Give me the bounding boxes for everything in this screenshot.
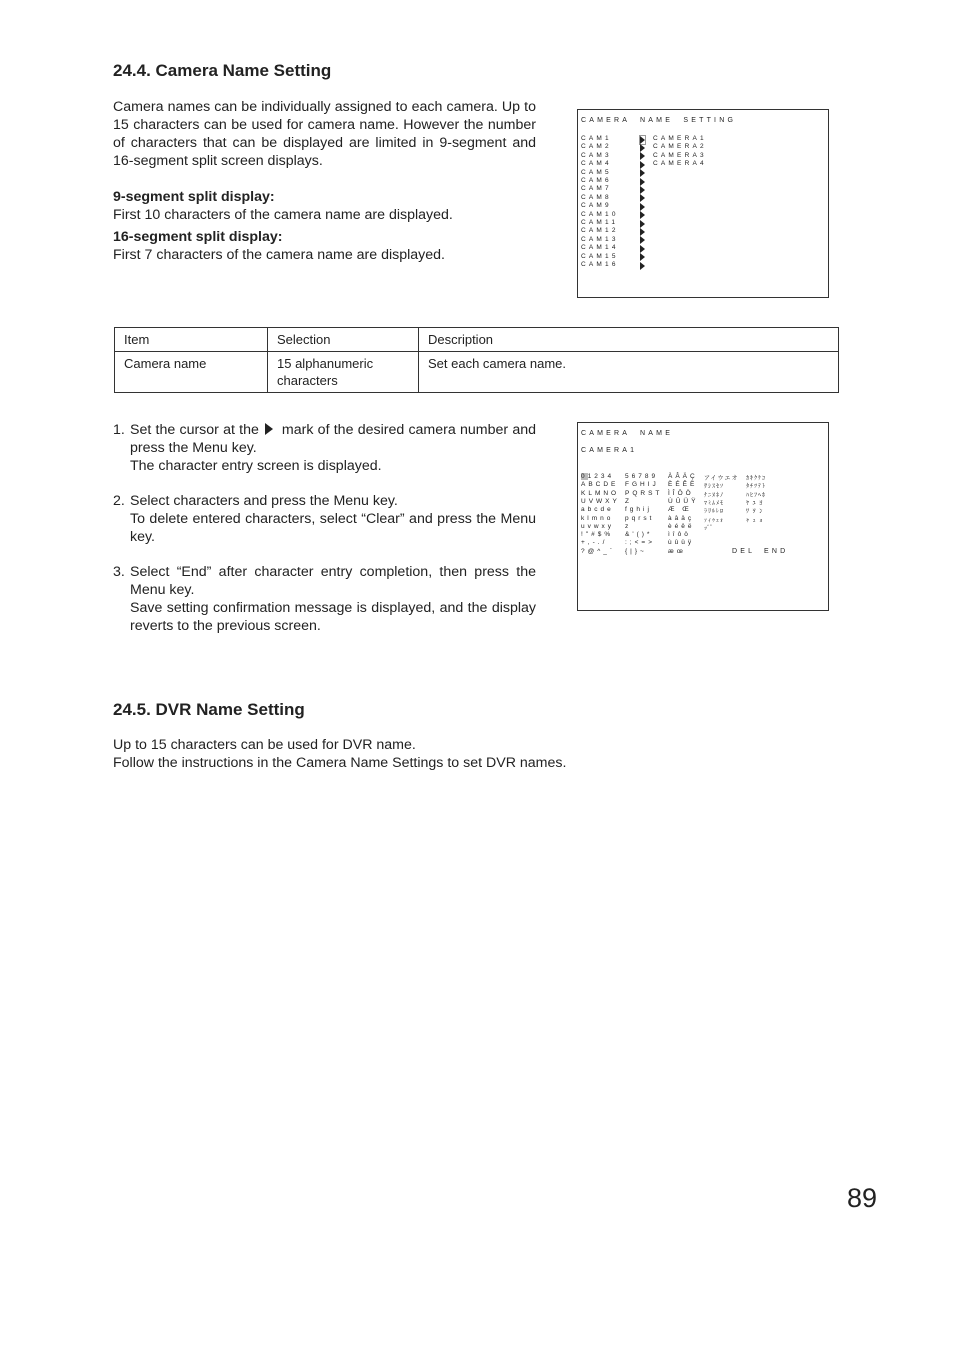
seg9-block (113, 188, 453, 224)
screen1-cam-label: CAM4 (581, 160, 612, 168)
screen1-cam-label: CAM14 (581, 244, 619, 252)
screen1-cam-label: CAM6 (581, 177, 612, 184)
char-cell[interactable]: アイウエオ (704, 476, 739, 482)
screen1-arrow-icon[interactable] (640, 220, 645, 228)
char-cell[interactable]: ÙÛÜŸ (668, 497, 699, 505)
table-cell-item: Camera name (115, 352, 268, 393)
screen1-camera-name: CAMERA2 (653, 143, 707, 151)
step-3 (113, 563, 536, 635)
char-cell[interactable]: z (625, 522, 632, 530)
screen1-camera-name: CAMERA3 (653, 151, 707, 159)
end-key[interactable]: END (764, 548, 789, 555)
char-cell[interactable]: ?@^_` (581, 547, 616, 555)
screen1-arrow-icon[interactable] (640, 169, 645, 177)
char-cell[interactable]: ｬ ｭ ｮ (746, 517, 764, 524)
screen1-cam-label: CAM13 (581, 235, 619, 243)
table-header-item: Item (115, 328, 268, 352)
screen1-cam-label: CAM1 (581, 135, 612, 142)
step3-text-a: Select “End” after character entry completion, then press the Menu key. (130, 564, 536, 598)
step1-text-a: Set the cursor at the (130, 422, 259, 438)
step1-text-c: The character entry screen is displayed. (130, 458, 382, 474)
char-cell[interactable]: KLMNO (581, 489, 620, 497)
step-number: 2. (113, 493, 125, 509)
screen1-arrow-icon[interactable] (640, 228, 645, 236)
char-cell[interactable]: ｯﾞﾟ (704, 525, 715, 532)
cursor-arrow-icon (265, 423, 273, 435)
char-cell[interactable]: ｧｨｩｪｫ (704, 517, 725, 524)
char-cell[interactable]: UVWXY (581, 497, 620, 505)
char-cell[interactable]: ùûüÿ (668, 539, 695, 547)
screen1-cam-label: CAM10 (581, 210, 619, 218)
table-row (115, 352, 839, 393)
seg16-title: 16-segment split display: (113, 229, 283, 245)
table-cell-description: Set each camera name. (419, 352, 839, 393)
char-cell[interactable]: ﾗﾘﾙﾚﾛ (704, 509, 725, 516)
char-cell[interactable]: ﾔ ﾕ ﾖ (746, 500, 764, 507)
char-cell[interactable]: ABCDE (581, 481, 619, 489)
screen1-arrow-icon[interactable] (640, 186, 645, 194)
char-cell[interactable]: ﾊﾋﾌﾍﾎ (746, 492, 767, 499)
char-cell[interactable]: pqrst (625, 514, 655, 522)
screen1-arrow-icon[interactable] (640, 194, 645, 202)
screen1-cam-label: CAM12 (581, 227, 619, 235)
table-header-description: Description (419, 328, 839, 352)
dvr-line-2: Follow the instructions in the Camera Name Settings to set DVR names. (113, 755, 567, 771)
seg9-title: 9-segment split display: (113, 189, 275, 205)
screen1-cam-label: CAM5 (581, 168, 612, 176)
char-cell[interactable]: ｻｼｽｾｿ (704, 484, 725, 491)
spec-table (114, 327, 839, 393)
char-cell[interactable]: ｶｷｸｹｺ (746, 476, 767, 482)
screen1-arrow-icon[interactable] (640, 262, 645, 270)
steps-list (113, 421, 536, 652)
char-cell[interactable]: ﾏﾐﾑﾒﾓ (704, 500, 725, 507)
section-heading-dvr-name: 24.5. DVR Name Setting (113, 700, 305, 719)
screen1-camera-name: CAMERA4 (653, 160, 707, 168)
step-1 (113, 421, 536, 475)
char-cell[interactable]: FGHIJ (625, 481, 659, 489)
char-cell[interactable]: Æ Œ (668, 506, 692, 514)
char-cursor[interactable]: 0 (581, 473, 588, 480)
char-cell[interactable]: !"#$% (581, 531, 614, 539)
dvr-name-text (113, 736, 713, 772)
step2-text-a: Select characters and press the Menu key. (130, 493, 398, 509)
char-cell[interactable]: +,-./ (581, 539, 608, 547)
delete-key[interactable]: DEL (732, 548, 756, 555)
screen1-cam-label: CAM8 (581, 193, 612, 201)
screen1-arrow-icon[interactable] (640, 136, 645, 144)
char-cell[interactable]: abcde (581, 506, 614, 514)
char-cell[interactable]: ﾅﾆﾇﾈﾉ (704, 492, 725, 499)
screen1-cam-label: CAM2 (581, 143, 612, 151)
screen2-title: CAMERA NAME (581, 430, 674, 437)
char-cell[interactable]: ﾜ ｦ ﾝ (746, 509, 764, 516)
char-cell[interactable]: ÌÎÔÖ (668, 489, 694, 497)
screen1-arrow-icon[interactable] (640, 152, 645, 160)
seg16-text: First 7 characters of the camera name are displayed. (113, 247, 445, 263)
char-cell[interactable]: Z (625, 497, 632, 505)
char-cell[interactable]: PQRST (625, 489, 663, 497)
page-number: 89 (847, 1183, 878, 1213)
seg9-text: First 10 characters of the camera name are displayed. (113, 207, 453, 223)
seg16-block (113, 228, 445, 264)
camera-name-setting-screen (577, 109, 829, 298)
intro-text: Camera names can be individually assigned to each camera. Up to 15 characters can be used for camera name. However the number of characters that can be displayed are limited in 9-segment and 16-segment split screen displays. (113, 99, 536, 169)
screen1-cam-label: CAM11 (581, 219, 619, 226)
char-cell[interactable]: fghij (625, 506, 652, 514)
screen1-cam-label: CAM9 (581, 202, 612, 210)
screen1-arrow-icon[interactable] (640, 161, 645, 169)
table-header-row (115, 328, 839, 352)
screen1-arrow-icon[interactable] (640, 178, 645, 186)
char-cell[interactable]: æœ (668, 547, 686, 555)
section-heading-camera-name: 24.4. Camera Name Setting (113, 61, 332, 80)
screen1-arrow-icon[interactable] (640, 245, 645, 253)
screen1-cam-label: CAM3 (581, 151, 612, 159)
step-number: 1. (113, 422, 125, 438)
step-2 (113, 492, 536, 546)
screen1-cam-label: CAM15 (581, 252, 619, 260)
step1-text-b: mark of the desired camera number and press the Menu key. (130, 422, 536, 456)
screen2-current-name: CAMERA1 (581, 447, 638, 454)
char-cell[interactable]: uvwxy (581, 522, 615, 530)
table-cell-selection: 15 alphanumeric characters (268, 352, 419, 393)
screen1-camera-name: CAMERA1 (653, 135, 707, 142)
screen1-title: CAMERA NAME SETTING (581, 117, 737, 124)
char-cell[interactable]: èéêë (668, 522, 695, 530)
char-cell[interactable]: àâäç (668, 514, 695, 522)
intro-paragraph (113, 98, 536, 170)
dvr-line-1: Up to 15 characters can be used for DVR name. (113, 737, 416, 753)
screen1-arrow-icon[interactable] (640, 144, 645, 152)
camera-name-entry-screen (577, 422, 829, 611)
char-cell[interactable]: {|}~ (625, 547, 647, 555)
step-number: 3. (113, 564, 125, 580)
char-cell[interactable]: ÈÉÊË (668, 481, 698, 489)
step3-text-b: Save setting confirmation message is displayed, and the display reverts to the previous screen. (130, 600, 536, 634)
screen1-cam-label: CAM16 (581, 261, 619, 268)
char-cell[interactable]: ÀÂÄÇ (668, 473, 698, 480)
char-cell[interactable]: ìîôö (668, 531, 691, 539)
char-cell[interactable]: :;<=> (625, 539, 655, 547)
screen1-arrow-icon[interactable] (640, 236, 645, 244)
char-cell[interactable]: 01234 (581, 473, 615, 480)
step2-text-b: To delete entered characters, select “Clear” and press the Menu key. (130, 511, 536, 545)
char-cell[interactable]: ﾀﾁﾂﾃﾄ (746, 484, 767, 491)
screen1-arrow-icon[interactable] (640, 211, 645, 219)
screen1-arrow-icon[interactable] (640, 253, 645, 261)
char-cell[interactable]: klmno (581, 514, 614, 522)
char-cell[interactable]: &'()* (625, 531, 653, 539)
table-header-selection: Selection (268, 328, 419, 352)
screen1-cam-label: CAM7 (581, 185, 612, 193)
char-cell[interactable]: 56789 (625, 473, 659, 480)
screen1-arrow-icon[interactable] (640, 203, 645, 211)
